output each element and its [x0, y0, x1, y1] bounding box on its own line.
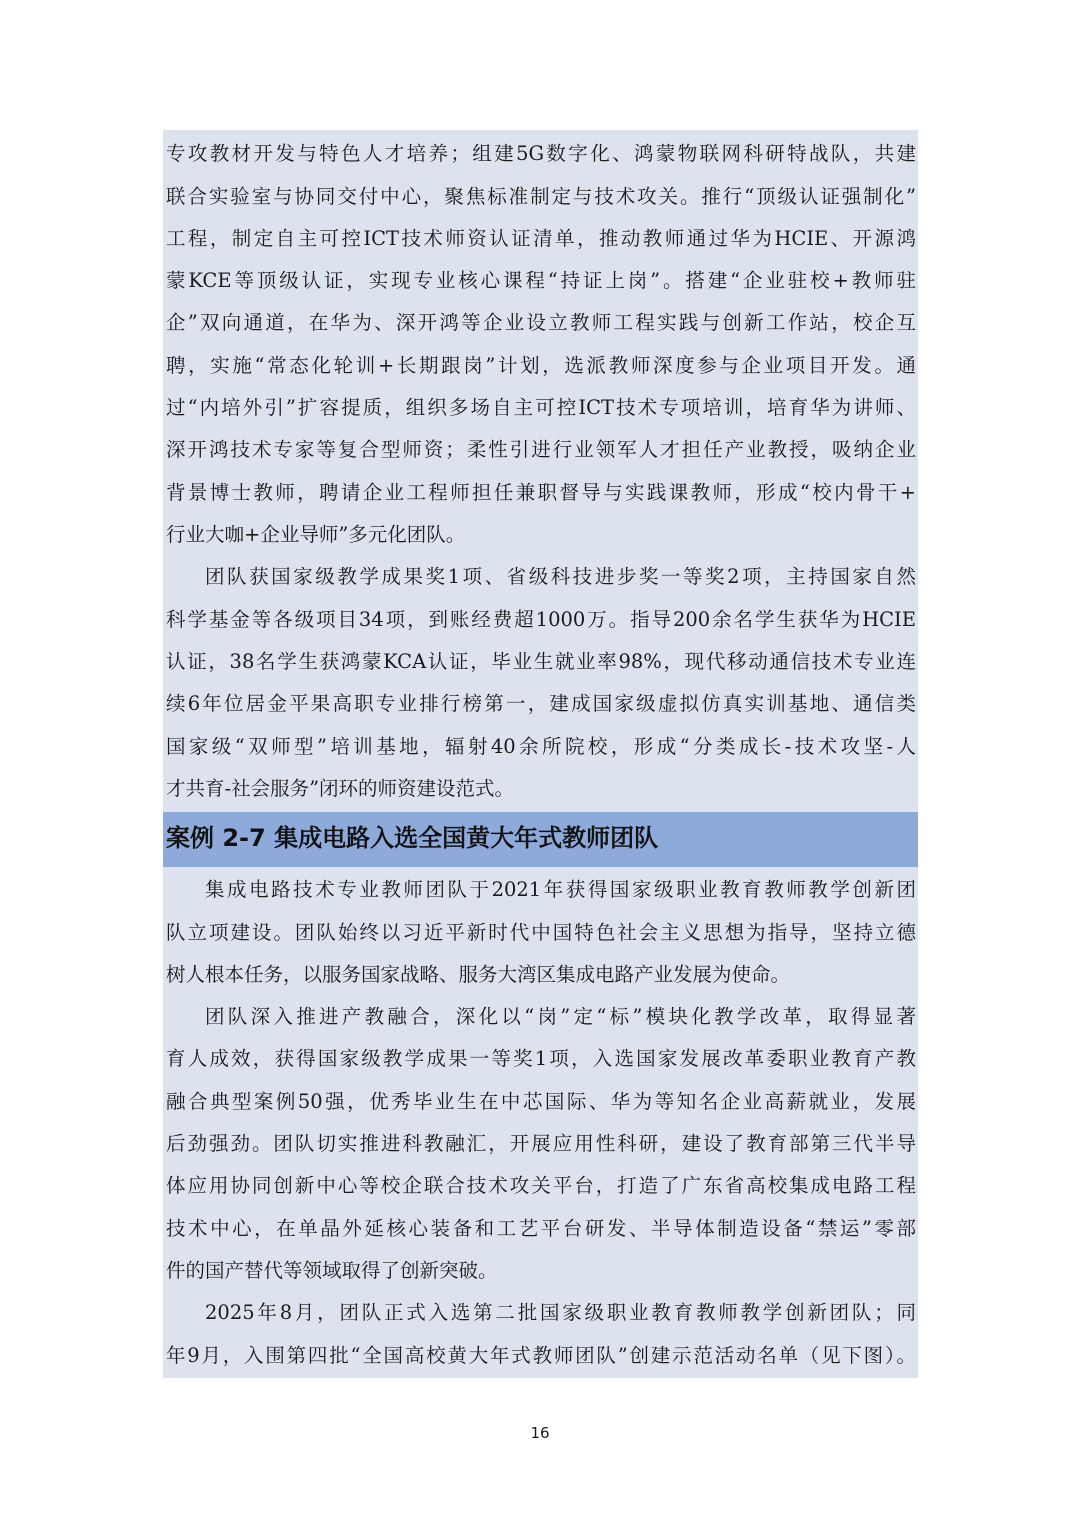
paragraph-4-line: 团队深入推进产教融合，深化以“岗”定“标”模块化教学改革，取得显著: [205, 1005, 916, 1028]
paragraph-2-line: 才共育-社会服务”闭环的师资建设范式。: [166, 777, 515, 800]
paragraph-1-line: 深开鸿技术专家等复合型师资；柔性引进行业领军人才担任产业教授，吸纳企业: [166, 438, 916, 461]
paragraph-2-line: 团队获国家级教学成果奖1项、省级科技进步奖一等奖2项，主持国家自然: [205, 565, 916, 588]
paragraph-1-line: 工程，制定自主可控ICT技术师资认证清单，推动教师通过华为HCIE、开源鸿: [166, 227, 916, 250]
paragraph-1-line: 行业大咖+企业导师”多元化团队。: [166, 523, 466, 546]
paragraph-4-line: 后劲强劲。团队切实推进科教融汇，开展应用性科研，建设了教育部第三代半导: [166, 1132, 916, 1155]
paragraph-4-line: 技术中心，在单晶外延核心装备和工艺平台研发、半导体制造设备“禁运”零部: [166, 1217, 916, 1240]
paragraph-3-line: 队立项建设。团队始终以习近平新时代中国特色社会主义思想为指导，坚持立德: [166, 921, 916, 944]
paragraph-3-line: 集成电路技术专业教师团队于2021年获得国家级职业教育教师教学创新团: [205, 878, 916, 901]
paragraph-1-line: 企”双向通道，在华为、深开鸿等企业设立教师工程实践与创新工作站，校企互: [166, 311, 916, 334]
paragraph-2-line: 续6年位居金平果高职专业排行榜第一，建成国家级虚拟仿真实训基地、通信类: [166, 692, 916, 715]
paragraph-1-line: 联合实验室与协同交付中心，聚焦标准制定与技术攻关。推行“顶级认证强制化”: [166, 185, 916, 208]
paragraph-4-line: 育人成效，获得国家级教学成果一等奖1项，入选国家发展改革委职业教育产教: [166, 1047, 916, 1070]
case-title: 案例 2-7 集成电路入选全国黄大年式教师团队: [166, 824, 659, 852]
paragraph-1-line: 背景博士教师，聘请企业工程师担任兼职督导与实践课教师，形成“校内骨干+: [166, 481, 916, 504]
paragraph-1-line: 蒙KCE等顶级认证，实现专业核心课程“持证上岗”。搭建“企业驻校+教师驻: [166, 269, 916, 292]
paragraph-5-line: 2025年8月，团队正式入选第二批国家级职业教育教师教学创新团队；同: [205, 1301, 916, 1324]
page-number: 16: [530, 1424, 550, 1442]
paragraph-4-line: 融合典型案例50强，优秀毕业生在中芯国际、华为等知名企业高薪就业，发展: [166, 1090, 916, 1113]
paragraph-2-line: 科学基金等各级项目34项，到账经费超1000万。指导200余名学生获华为HCIE: [166, 608, 916, 631]
paragraph-1-line: 专攻教材开发与特色人才培养；组建5G数字化、鸿蒙物联网科研特战队，共建: [166, 142, 916, 165]
paragraph-2-line: 国家级“双师型”培训基地，辐射40余所院校，形成“分类成长-技术攻坚-人: [166, 735, 916, 758]
paragraph-1-line: 聘，实施“常态化轮训+长期跟岗”计划，选派教师深度参与企业项目开发。通: [166, 354, 916, 377]
paragraph-3-line: 树人根本任务，以服务国家战略、服务大湾区集成电路产业发展为使命。: [166, 963, 791, 986]
paragraph-4-line: 体应用协同创新中心等校企联合技术攻关平台，打造了广东省高校集成电路工程: [166, 1174, 916, 1197]
paragraph-4-line: 件的国产替代等领域取得了创新突破。: [166, 1259, 498, 1282]
paragraph-5-line: 年9月，入围第四批“全国高校黄大年式教师团队”创建示范活动名单（见下图）。: [166, 1344, 916, 1367]
paragraph-2-line: 认证，38名学生获鸿蒙KCA认证，毕业生就业率98%，现代移动通信技术专业连: [166, 650, 916, 673]
paragraph-1-line: 过“内培外引”扩容提质，组织多场自主可控ICT技术专项培训，培育华为讲师、: [166, 396, 916, 419]
